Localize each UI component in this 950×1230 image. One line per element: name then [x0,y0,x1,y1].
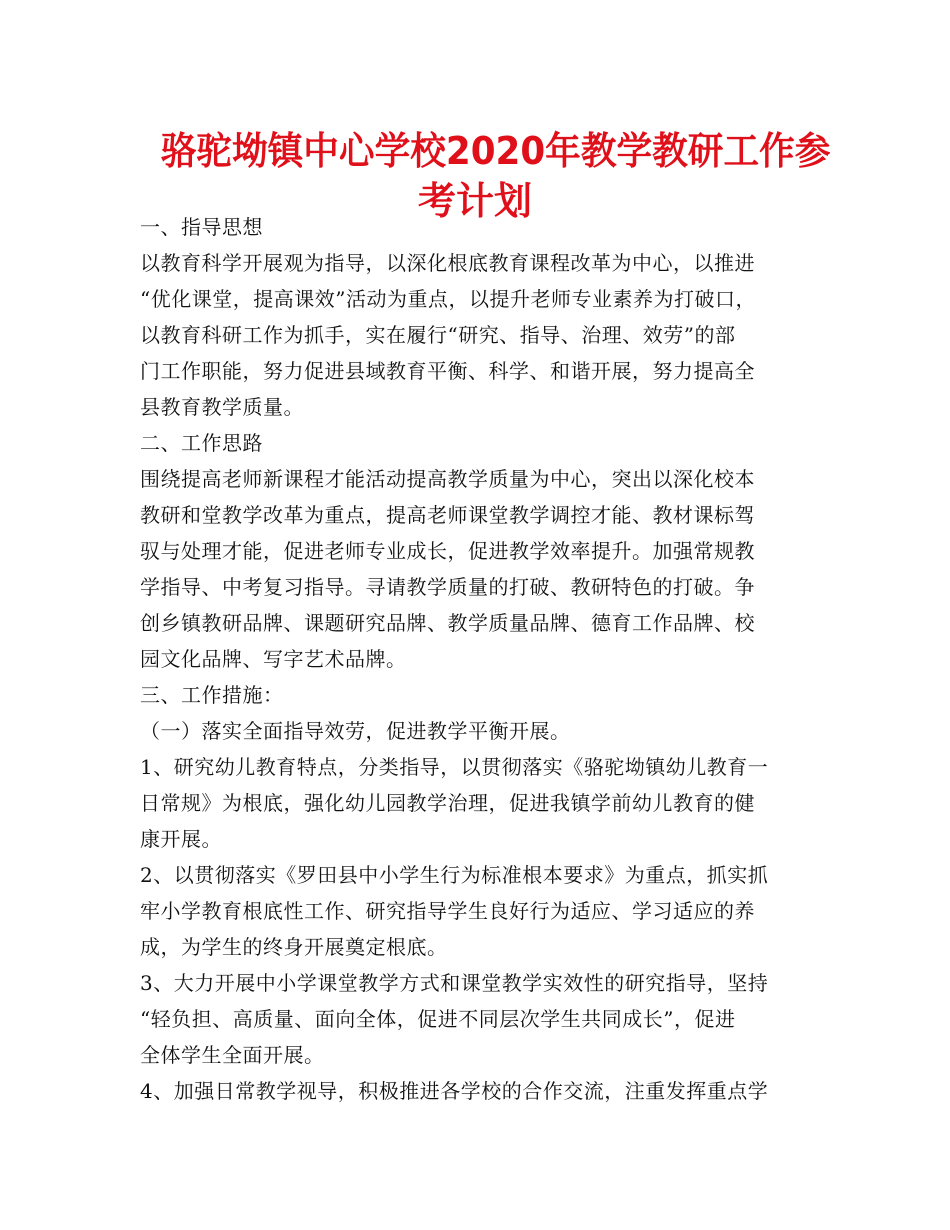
body-line: 教研和堂教学改革为重点，提高老师课堂教学调控才能、教材课标驾 [140,503,755,527]
title-line-2: 考计划 [417,179,532,223]
body-line: 二、工作思路 [140,431,263,455]
body-line: 1、研究幼儿教育特点，分类指导，以贯彻落实《骆驼坳镇幼儿教育一 [140,755,769,779]
body-line: 全体学生全面开展。 [140,1043,325,1067]
body-line: “轻负担、高质量、面向全体，促进不同层次学生共同成长”，促进 [140,1007,736,1031]
body-line: 县教育教学质量。 [140,395,304,419]
body-line: 牢小学教育根底性工作、研究指导学生良好行为适应、学习适应的养 [140,899,755,923]
body-line: 创乡镇教研品牌、课题研究品牌、教学质量品牌、德育工作品牌、校 [140,611,755,635]
body-line: 成，为学生的终身开展奠定根底。 [140,935,448,959]
body-line: 4、加强日常教学视导，积极推进各学校的合作交流，注重发挥重点学 [140,1079,769,1103]
body-line: 园文化品牌、写字艺术品牌。 [140,647,407,671]
document-body [140,209,820,1109]
body-line: 门工作职能，努力促进县域教育平衡、科学、和谐开展，努力提高全 [140,359,755,383]
body-line: “优化课堂，提高课效”活动为重点，以提升老师专业素养为打破口， [140,287,756,311]
body-line: 以教育科学开展观为指导，以深化根底教育课程改革为中心，以推进 [140,251,755,275]
body-line: 驭与处理才能，促进老师专业成长，促进教学效率提升。加强常规教 [140,539,755,563]
title-line-1: 骆驼坳镇中心学校2020年教学教研工作参 [160,129,831,173]
body-line: 3、大力开展中小学课堂教学方式和课堂教学实效性的研究指导，坚持 [140,971,769,995]
body-line: 2、以贯彻落实《罗田县中小学生行为标准根本要求》为重点，抓实抓 [140,863,769,887]
body-line: 围绕提高老师新课程才能活动提高教学质量为中心，突出以深化校本 [140,467,755,491]
body-line: 学指导、中考复习指导。寻请教学质量的打破、教研特色的打破。争 [140,575,755,599]
body-line: 康开展。 [140,827,222,851]
body-line: （一）落实全面指导效劳，促进教学平衡开展。 [140,719,571,743]
body-line: 以教育科研工作为抓手，实在履行“研究、指导、治理、效劳”的部 [140,323,736,347]
body-line: 日常规》为根底，强化幼儿园教学治理，促进我镇学前幼儿教育的健 [140,791,755,815]
body-line: 一、指导思想 [140,215,263,239]
body-line: 三、工作措施： [140,683,284,707]
